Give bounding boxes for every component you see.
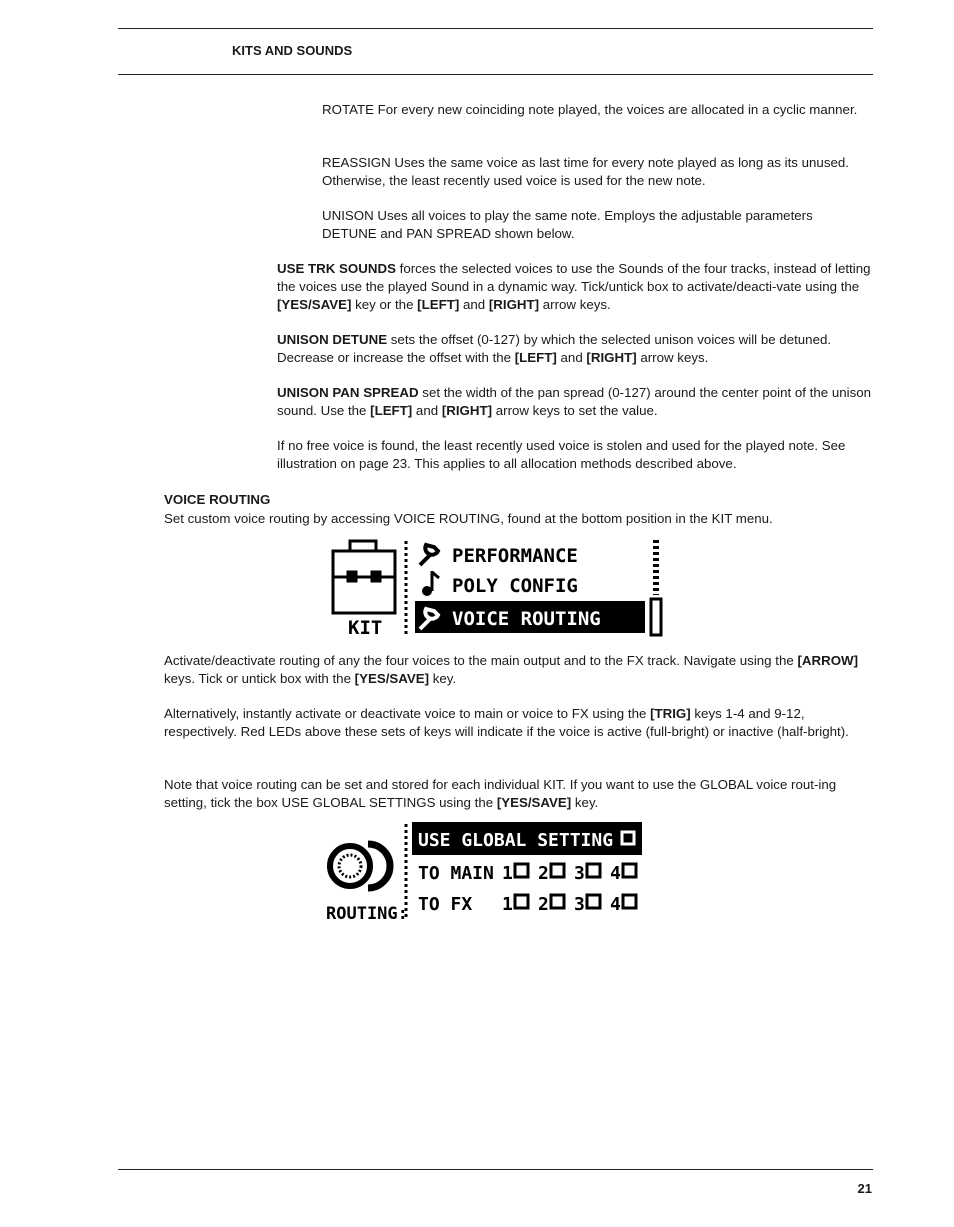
section-title: KITS AND SOUNDS (232, 43, 353, 58)
routing-label: ROUTING: (326, 904, 408, 922)
kit-menu-screen (326, 537, 666, 641)
routing-icon (330, 844, 390, 888)
key-label: [YES/SAVE] (496, 795, 572, 810)
text: key. (571, 795, 599, 810)
term: UNISON PAN SPREAD (277, 385, 419, 400)
page-number: 21 (857, 1181, 872, 1196)
header-rule-top (118, 28, 873, 29)
text: and (556, 350, 587, 365)
routing-para-1 (164, 652, 874, 688)
key-label: [TRIG] (650, 706, 691, 721)
alloc-reassign: REASSIGN Uses the same voice as last time for every note played as long as its unused. Otherwise, the least recently used voice is used for the new note. (322, 155, 849, 188)
note-icon (422, 571, 439, 596)
fx-voice-2-label: 2 (538, 894, 549, 915)
kit-label: KIT (348, 617, 383, 639)
fx-voice-4-checkbox[interactable] (623, 895, 636, 908)
param-no-free-voice: If no free voice is found, the least recently used voice is stolen and used for the played note. See illustration on page 23. This applies to all allocation methods described above. (277, 438, 846, 471)
param-use-trk-sounds (277, 260, 873, 314)
voice-routing-intro: Set custom voice routing by accessing VOICE ROUTING, found at the bottom position in the KIT menu. (164, 511, 773, 526)
text: sets the offset (0-127) by which the selected unison voices will be detuned. Decrease or increase the offset with the (277, 332, 832, 365)
text: and (412, 403, 442, 418)
text: and (459, 297, 489, 312)
text: arrow keys. (636, 350, 709, 365)
fx-voice-3-checkbox[interactable] (587, 895, 600, 908)
main-voice-4-label: 4 (610, 863, 621, 884)
term: UNISON DETUNE (277, 332, 388, 347)
main-voice-2-label: 2 (538, 863, 549, 884)
main-voice-3-label: 3 (574, 863, 585, 884)
term: USE TRK SOUNDS (277, 261, 396, 276)
wrench-icon (420, 545, 438, 565)
to-main-label: TO MAIN (418, 863, 494, 884)
text: forces the selected voices to use the Sounds of the four tracks, instead of letting the voices use the played Sound in a dynamic way. Tick/untick box to activate/deacti-vate using the (277, 261, 871, 294)
footer-rule (118, 1169, 873, 1170)
text: key or the (351, 297, 418, 312)
key-label: [RIGHT] (586, 350, 637, 365)
use-global-setting-label[interactable]: USE GLOBAL SETTING (418, 830, 614, 851)
fx-voice-1-label: 1 (502, 894, 513, 915)
routing-para-2 (164, 705, 874, 741)
routing-screen (326, 822, 648, 922)
main-voice-2-checkbox[interactable] (551, 864, 564, 877)
scrollbar-thumb[interactable] (651, 599, 661, 635)
text: Alternatively, instantly activate or deactivate voice to main or voice to FX using the (164, 706, 651, 721)
text: keys 1-4 and 9-12, respectively. Red LEDs above these sets of keys will indicate if the voice is active (full-bright) or inactive (half-bright). (164, 706, 849, 739)
briefcase-icon (333, 541, 395, 613)
key-label: [LEFT] (370, 403, 413, 418)
main-voice-4-checkbox[interactable] (623, 864, 636, 877)
text: Note that voice routing can be set and stored for each individual KIT. If you want to use the GLOBAL voice rout-ing setting, tick the box USE GLOBAL SETTINGS using the (164, 777, 837, 810)
routing-para-3 (164, 776, 874, 812)
kit-menu-item-selected[interactable]: VOICE ROUTING (452, 608, 601, 630)
key-label: [RIGHT] (488, 297, 540, 312)
header-rule-bottom (118, 74, 873, 75)
key-label: [YES/SAVE] (354, 671, 430, 686)
text: set the width of the pan spread (0-127) around the center point of the unison sound. Use the (277, 385, 872, 418)
main-voice-1-checkbox[interactable] (515, 864, 528, 877)
text: Activate/deactivate routing of any the four voices to the main output and to the FX track. Navigate using the (164, 653, 798, 668)
param-unison-pan-spread (277, 384, 873, 420)
voice-routing-heading: VOICE ROUTING (164, 492, 271, 507)
fx-voice-2-checkbox[interactable] (551, 895, 564, 908)
param-unison-detune (277, 331, 873, 367)
kit-menu-item[interactable]: POLY CONFIG (452, 575, 578, 597)
fx-voice-4-label: 4 (610, 894, 621, 915)
key-label: [LEFT] (417, 297, 460, 312)
text: keys. Tick or untick box with the (164, 671, 355, 686)
alloc-unison: UNISON Uses all voices to play the same note. Employs the adjustable parameters DETUNE and PAN SPREAD shown below. (322, 208, 813, 241)
to-fx-label: TO FX (418, 894, 473, 915)
key-label: [YES/SAVE] (277, 297, 352, 312)
fx-voice-3-label: 3 (574, 894, 585, 915)
fx-voice-1-checkbox[interactable] (515, 895, 528, 908)
key-label: [LEFT] (514, 350, 557, 365)
text: arrow keys to set the value. (492, 403, 658, 418)
key-label: [ARROW] (797, 653, 859, 668)
alloc-rotate: ROTATE For every new coinciding note played, the voices are allocated in a cyclic manner. (322, 102, 858, 117)
key-label: [RIGHT] (441, 403, 493, 418)
main-voice-3-checkbox[interactable] (587, 864, 600, 877)
kit-menu-item[interactable]: PERFORMANCE (452, 545, 578, 567)
text: arrow keys. (539, 297, 611, 312)
text: key. (429, 671, 457, 686)
main-voice-1-label: 1 (502, 863, 513, 884)
